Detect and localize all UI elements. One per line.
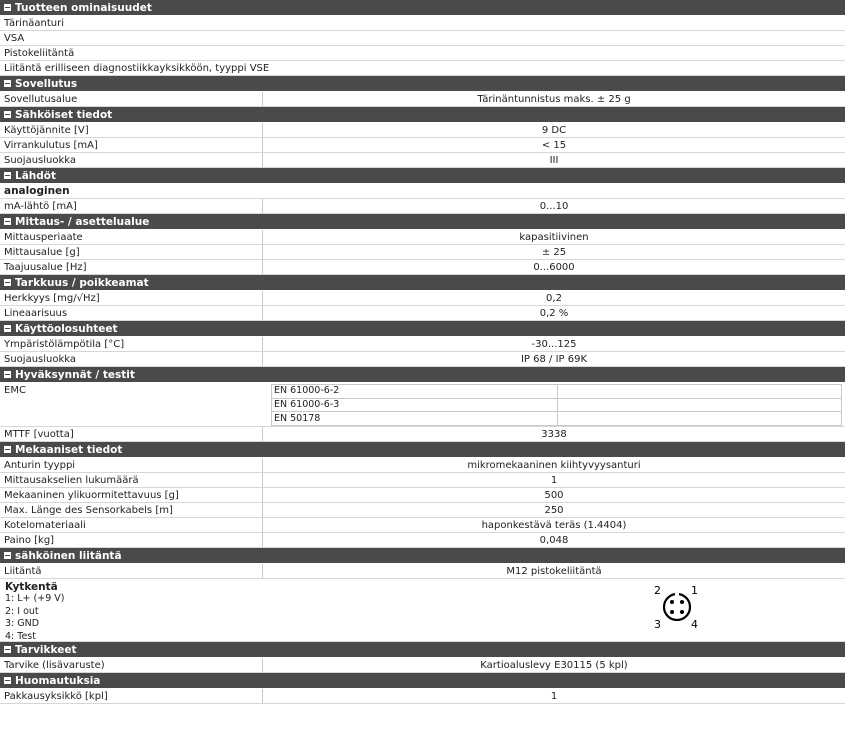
spec-label: Taajuusalue [Hz] <box>0 260 263 274</box>
wiring-title: Kytkentä <box>5 581 58 593</box>
spec-row <box>0 518 845 533</box>
feature-row <box>0 46 845 61</box>
spec-label: Sovellutusalue <box>0 92 263 106</box>
spec-value: IP 68 / IP 69K <box>520 354 588 365</box>
section-title: Mittaus- / asettelualue <box>15 215 150 228</box>
spec-value: 3338 <box>541 429 567 440</box>
spec-label: Käyttöjännite [V] <box>0 123 263 137</box>
section-header-remarks[interactable] <box>0 673 845 689</box>
emc-standard: EN 61000-6-3 <box>272 398 558 412</box>
spec-label: Paino [kg] <box>0 533 263 547</box>
spec-value: ± 25 <box>541 247 567 258</box>
spec-value: 1 <box>550 691 558 702</box>
spec-value: 0,048 <box>539 535 569 546</box>
spec-row <box>0 153 845 168</box>
section-title: Lähdöt <box>15 169 57 182</box>
emc-empty-cell <box>558 412 842 426</box>
spec-row <box>0 352 845 367</box>
section-title: Tarkkuus / poikkeamat <box>15 276 149 289</box>
spec-value: 1 <box>550 475 558 486</box>
spec-value: -30...125 <box>531 339 577 350</box>
spec-row <box>0 92 845 107</box>
section-title: Tarvikkeet <box>15 643 77 656</box>
section-title: Sovellutus <box>15 77 78 90</box>
section-header-accuracy[interactable] <box>0 275 845 291</box>
spec-label: Tarvike (lisävaruste) <box>0 658 263 672</box>
feature-text: Liitäntä erilliseen diagnostiikkayksikköön, tyyppi VSE <box>4 63 270 74</box>
spec-label: Anturin tyyppi <box>0 458 263 472</box>
spec-row <box>0 337 845 352</box>
collapse-icon[interactable] <box>4 111 11 118</box>
spec-label: Mittausakselien lukumäärä <box>0 473 263 487</box>
wiring-pin: 2: I out <box>5 605 39 617</box>
collapse-icon[interactable] <box>4 371 11 378</box>
spec-label: Virrankulutus [mA] <box>0 138 263 152</box>
spec-value: III <box>549 155 559 166</box>
spec-row <box>0 230 845 245</box>
spec-label: Mittausperiaate <box>0 230 263 244</box>
spec-value: 250 <box>544 505 564 516</box>
section-title: Huomautuksia <box>15 674 101 687</box>
section-title: Hyväksynnät / testit <box>15 368 135 381</box>
collapse-icon[interactable] <box>4 325 11 332</box>
spec-value: 0,2 % <box>539 308 569 319</box>
spec-value: M12 pistokeliitäntä <box>506 566 602 577</box>
spec-value: Kartioaluslevy E30115 (5 kpl) <box>480 660 628 671</box>
spec-value: < 15 <box>541 140 567 151</box>
spec-row <box>0 503 845 518</box>
wiring-pin: 1: L+ (+9 V) <box>5 593 65 604</box>
spec-label: Pakkausyksikkö [kpl] <box>0 689 263 703</box>
collapse-icon[interactable] <box>4 4 11 11</box>
spec-label: Herkkyys [mg/√Hz] <box>0 291 263 305</box>
spec-row <box>0 260 845 275</box>
section-title: Tuotteen ominaisuudet <box>15 1 152 14</box>
section-header-measuring-range[interactable] <box>0 214 845 230</box>
spec-row <box>0 689 845 704</box>
spec-row <box>0 427 845 442</box>
section-title: sähköinen liitäntä <box>15 549 122 562</box>
emc-row <box>0 383 845 427</box>
emc-empty-cell <box>558 385 842 399</box>
spec-label: MTTF [vuotta] <box>0 427 263 441</box>
pin-label: 3 <box>654 618 661 631</box>
spec-row <box>0 138 845 153</box>
emc-empty-cell <box>558 398 842 412</box>
section-header-electrical[interactable] <box>0 107 845 123</box>
spec-row <box>0 458 845 473</box>
spec-label: Liitäntä <box>0 564 263 578</box>
spec-value: Tärinäntunnistus maks. ± 25 g <box>477 94 631 105</box>
wiring-pin: 4: Test <box>5 630 36 642</box>
connector-pinout-icon <box>650 583 705 631</box>
section-header-accessories[interactable] <box>0 642 845 658</box>
feature-row <box>0 61 845 76</box>
spec-label: Suojausluokka <box>0 153 263 167</box>
emc-standard: EN 50178 <box>272 412 558 426</box>
spec-value: 9 DC <box>541 125 567 136</box>
spec-value: mikromekaaninen kiihtyvyysanturi <box>467 460 641 471</box>
wiring-pin: 3: GND <box>5 618 40 629</box>
spec-value: 0...10 <box>539 201 569 212</box>
section-header-electrical-connection[interactable] <box>0 548 845 564</box>
emc-table <box>271 384 842 426</box>
section-header-outputs[interactable] <box>0 168 845 184</box>
spec-row <box>0 123 845 138</box>
spec-row <box>0 533 845 548</box>
spec-label: Mittausalue [g] <box>0 245 263 259</box>
collapse-icon[interactable] <box>4 646 11 653</box>
feature-text: VSA <box>4 33 25 44</box>
spec-row <box>0 564 845 579</box>
section-header-product-features[interactable] <box>0 0 845 16</box>
spec-row <box>0 291 845 306</box>
spec-label: Lineaarisuus <box>0 306 263 320</box>
collapse-icon[interactable] <box>4 552 11 559</box>
spec-label: Mekaaninen ylikuormitettavuus [g] <box>0 488 263 502</box>
spec-value: 0...6000 <box>533 262 575 273</box>
spec-label: Kotelomateriaali <box>0 518 263 532</box>
collapse-icon[interactable] <box>4 677 11 684</box>
collapse-icon[interactable] <box>4 218 11 225</box>
subsection-title: analoginen <box>0 184 845 199</box>
spec-label: Ympäristölämpötila [°C] <box>0 337 263 351</box>
section-header-application[interactable] <box>0 76 845 92</box>
spec-label: Max. Länge des Sensorkabels [m] <box>0 503 263 517</box>
feature-row <box>0 16 845 31</box>
spec-row <box>0 473 845 488</box>
section-header-approvals[interactable] <box>0 367 845 383</box>
spec-value: 500 <box>544 490 564 501</box>
wiring-block <box>0 579 845 642</box>
collapse-icon[interactable] <box>4 172 11 179</box>
spec-row <box>0 488 845 503</box>
feature-text: Pistokeliitäntä <box>4 48 75 59</box>
spec-row <box>0 658 845 673</box>
spec-value: kapasitiivinen <box>519 232 589 243</box>
emc-standard: EN 61000-6-2 <box>272 385 558 399</box>
spec-label: Suojausluokka <box>0 352 263 366</box>
feature-text: Tärinäanturi <box>4 18 65 29</box>
section-title: Käyttöolosuhteet <box>15 322 118 335</box>
section-title: Mekaaniset tiedot <box>15 443 123 456</box>
pin-label: 4 <box>691 618 698 631</box>
spec-value: 0,2 <box>546 293 562 304</box>
spec-row <box>0 199 845 214</box>
spec-row <box>0 245 845 260</box>
collapse-icon[interactable] <box>4 446 11 453</box>
pin-label: 1 <box>691 584 698 597</box>
pin-label: 2 <box>654 584 661 597</box>
spec-value: haponkestävä teräs (1.4404) <box>481 520 627 531</box>
section-header-operating-conditions[interactable] <box>0 321 845 337</box>
spec-row <box>0 306 845 321</box>
spec-label: EMC <box>4 385 26 396</box>
collapse-icon[interactable] <box>4 80 11 87</box>
section-title: Sähköiset tiedot <box>15 108 113 121</box>
feature-row <box>0 31 845 46</box>
collapse-icon[interactable] <box>4 279 11 286</box>
spec-label: mA-lähtö [mA] <box>0 199 263 213</box>
section-header-mechanical[interactable] <box>0 442 845 458</box>
